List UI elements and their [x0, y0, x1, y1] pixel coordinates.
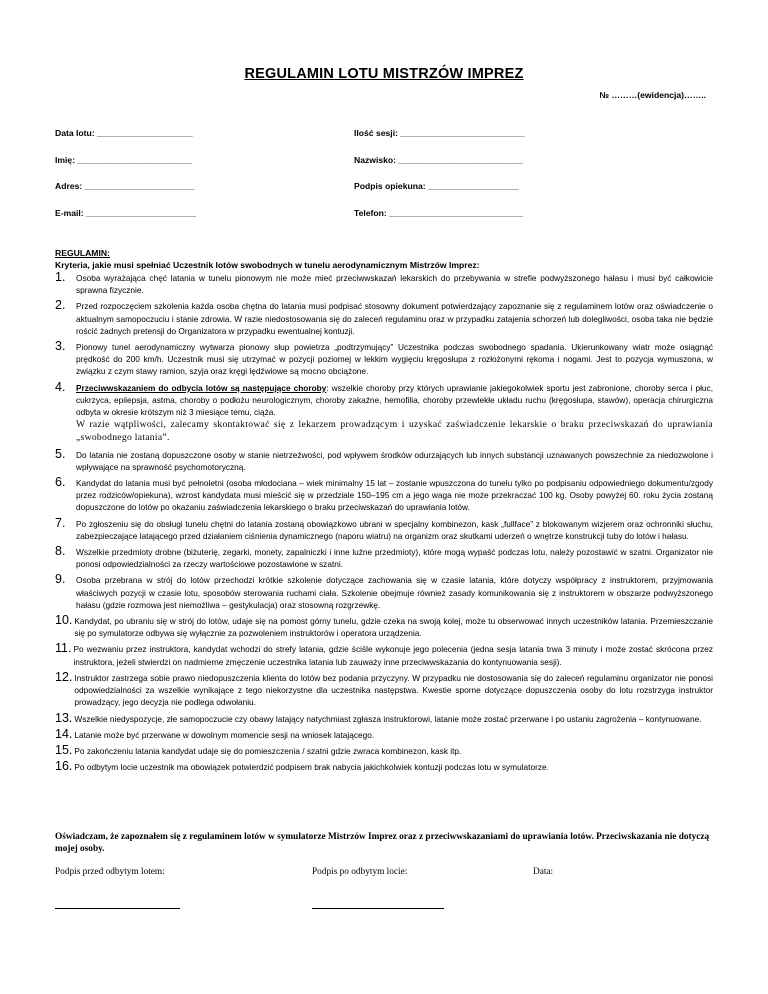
rule-text: Po wezwaniu przez instruktora, kandydat wchodzi do strefy latania, gdzie ściśle wykonuje jego polecenia (jedna sesja latania trwa 3 minuty i może zostać skrócona przez instruktora, jeżeli stwierdzi on nadmierne zmęczenie uczestnika latania lub zauważy inne przeciwwskazania do kontynuowania sesji). [73, 644, 713, 667]
rule-number: 1. [55, 270, 66, 284]
regulamin-heading-block [55, 247, 480, 271]
rule-number: 14. [55, 726, 73, 741]
field-podpis-opiekuna[interactable]: Podpis opiekuna: ___________________ [354, 181, 519, 191]
declaration: Oświadczam, że zapoznałem się z regulaminem lotów w symulatorze Mistrzów Imprez oraz z przeciwwskazaniami do uprawiania lotów. Przeciwskazania nie dotyczą mojej osoby. [55, 832, 710, 854]
field-adres[interactable]: Adres: _______________________ [55, 181, 195, 191]
signature-after-label: Podpis po odbytym locie: [312, 867, 408, 877]
rules-list [55, 271, 713, 773]
rule-7 [55, 517, 713, 542]
signature-before-line[interactable] [55, 908, 180, 909]
rule-number: 13. [55, 710, 73, 725]
rule-number: 16. [55, 759, 73, 774]
rule-number: 3. [55, 339, 66, 354]
regulamin-heading: REGULAMIN: [55, 248, 110, 258]
rule-text: Po zgłoszeniu się do obsługi tunelu chętni do latania zostaną obowiązkowo ubrani w specjalny kombinezon, kask „fullface” z blokowanym wizjerem oraz ochronniki słuchu, zabezpieczające latającego przed działaniem ciśnienia dynamicznego (naporu wiatru) na organizm oraz skutkami uderzeń o wnętrze konstrukcji tuby do lotów i hałasu. [76, 518, 713, 541]
rule-11 [55, 642, 713, 667]
rule-text: Osoba przebrana w strój do lotów przechodzi krótkie szkolenie dotyczące zachowania się w czasie latania, które dotyczy współpracy z instruktorem, przyjmowania właściwych pozycji w czasie lotu, sposobów sterowania ruchami ciała. Szkolenie obejmuje również zasady komunikowania się z instruktorem w obszarze podwyższonego hałasu (gdzie rozmowa jest niemożliwa – gestykulacja) oraz stosowną rozgrzewkę. [76, 575, 713, 610]
rule-number: 11. [55, 641, 72, 656]
rule-number: 4. [55, 379, 66, 394]
rule-text: Kandydat do latania musi być pełnoletni (osoba młodociana – wiek minimalny 15 lat – zostanie wpuszczona do tunelu tylko po podpisaniu odpowiedniego dokumentu/zgody przez rodziców/opiekuna), wzrost kandydata musi mieścić się w przedziale 150–195 cm a jego waga nie może przekraczać 100 kg. Osoby powyżej 60. roku życia zostaną dopuszczone do lotów po okazaniu zaświadczenia lekarskiego o braku przeciwskazań do uprawiania lotów. [76, 478, 713, 513]
rule-underlined-text: Przeciwwskazaniem do odbycia lotów są następujące choroby [76, 382, 327, 393]
rule-text: Wszelkie przedmioty drobne (biżuterię, zegarki, monety, zapalniczki i inne luźne przedmioty), które mogą wypaść podczas lotu, należy pozostawić w szatni. Organizator nie ponosi odpowiedzialności za rzeczy wartościowe pozostawione w szatni. [76, 547, 713, 570]
page-title: REGULAMIN LOTU MISTRZÓW IMPREZ [244, 66, 524, 82]
rule-text: Kandydat, po ubraniu się w strój do lotów, udaje się na pomost górny tunelu, gdzie czeka na swoją kolej, może tu obserwować innych uczestników latania. Przemieszczanie się po symulatorze odbywa się wyłącznie za pozwoleniem instruktorów i operatora urządzenia. [74, 616, 713, 639]
rule-5 [55, 448, 713, 473]
rule-number: 8. [55, 544, 66, 559]
rule-number: 7. [55, 515, 66, 530]
rule-text: Przed rozpoczęciem szkolenia każda osoba chętna do latania musi podpisać stosowny dokument potwierdzający zapoznanie się z regulaminem lotów oraz oświadczenie o aktualnym samopoczuciu i stanie zdrowia. W razie niedostosowania się do zaleceń regulaminu oraz w przypadku zatajenia schorzeń lub dolegliwości, osoba taka nie będzie rościć żadnych pretensji do Organizatora w przypadku ewentualnej kontuzji. [76, 301, 713, 336]
rule-number: 5. [55, 446, 66, 461]
rule-10 [55, 614, 713, 639]
field-imie[interactable]: Imię: ________________________ [55, 155, 193, 165]
rule-number: 12. [55, 669, 73, 684]
rule-8 [55, 545, 713, 570]
rule-15 [55, 744, 713, 757]
rule-6 [55, 476, 713, 514]
signature-after-line[interactable] [312, 908, 444, 909]
field-telefon[interactable]: Telefon: ____________________________ [354, 208, 523, 218]
rule-number: 10. [55, 613, 73, 628]
rule-14 [55, 728, 713, 741]
field-data-lotu[interactable]: Data lotu: ____________________ [55, 128, 193, 138]
field-email[interactable]: E-mail: _______________________ [55, 208, 196, 218]
date-label: Data: [533, 867, 554, 877]
rule-text: Pionowy tunel aerodynamiczny wytwarza pionowy słup powietrza „podtrzymujący” Uczestnika podczas swobodnego spadania. Ukierunkowany wiatr może osiągnąć prędkość do 200 km/h. Uczestnik musi się utrzymać w pozycji poziomej w lekkim wygięciu kręgosłupa z rozłożonymi rękoma i nogami. Jest to pozycja wymuszona, w związku z czym stawy ramion, szyja oraz kręgi lędźwiowe są mocno obciążone. [76, 342, 713, 377]
field-nazwisko[interactable]: Nazwisko: __________________________ [354, 155, 523, 165]
signature-before-label: Podpis przed odbytym lotem: [55, 867, 165, 877]
rule-3 [55, 340, 713, 378]
rule-text: Po odbytym locie uczestnik ma obowiązek potwierdzić podpisem brak nabycia jakichkolwiek kontuzji podczas lotu w symulatorze. [74, 762, 549, 773]
regulamin-criteria: Kryteria, jakie musi spełniać Uczestnik lotów swobodnych w tunelu aerodynamicznym Mistrzów Imprez: [55, 260, 480, 270]
rule-12 [55, 671, 713, 709]
field-ilosc-sesji[interactable]: Ilość sesji: __________________________ [354, 128, 525, 138]
rule-text: Wszelkie niedyspozycje, złe samopoczucie czy obawy latający natychmiast zgłasza instruktorowi, latanie może zostać przerwane i po ustaniu zagrożenia – kontynuowane. [74, 713, 702, 724]
rule-text: : wszelkie choroby przy których uprawianie jakiegokolwiek sportu jest zabronione, choroby serca i płuc, cukrzyca, epilepsja, astma, choroby o podłożu neurologicznym, choroby zakaźne, hemofilia, choroby przewlekłe układu ruchu (kręgosłupa, stawów), operacja chirurgiczna odbyta w okresie krótszym niż 3 miesiące temu, ciąża. [76, 382, 714, 418]
rule-number: 6. [55, 475, 66, 490]
rule-1 [55, 271, 713, 296]
rule-serif-note: W razie wątpliwości, zalecamy skontaktować się z lekarzem prowadzącym i uzyskać zaświadczenie lekarskie o braku przeciwskazań do uprawiania „swobodnego latania”. [76, 419, 713, 444]
rule-number: 9. [55, 572, 66, 587]
evidence-number: № ………(ewidencja)…….. [599, 90, 706, 100]
rule-text: Do latania nie zostaną dopuszczone osoby w stanie nietrzeźwości, pod wpływem środków odurzających lub innych substancji uznawanych powszechnie za niedozwolone i wpływające na sprawność psychomotoryczną. [76, 449, 713, 472]
rule-number: 2. [55, 298, 66, 313]
rule-text: Instruktor zastrzega sobie prawo niedopuszczenia klienta do lotów bez podania przyczyny. W przypadku nie dostosowania się do zaleceń regulaminu organizator nie ponosi odpowiedzialności za wszelkie wynikające z tego niekorzystne dla uczestnika następstwa. Kwestie sporne dotyczące dopuszczenia osoby do lotu rozstrzyga instruktor prowadzący, jego decyzja nie podlega odwołaniu. [74, 672, 713, 708]
rule-16 [55, 760, 713, 773]
rule-4 [55, 381, 713, 445]
rule-text: Po zakończeniu latania kandydat udaje się do pomieszczenia / szatni gdzie zwraca kombinezon, kask itp. [74, 745, 462, 756]
rule-2 [55, 299, 713, 337]
rule-text-block [76, 381, 713, 445]
rule-text: Osoba wyrażająca chęć latania w tunelu pionowym nie może mieć przeciwwskazań lekarskich do przebywania w strefie podwyższonego hałasu i musi być całkowicie sprawna fizycznie. [76, 273, 713, 296]
rule-13 [55, 712, 713, 725]
rule-9 [55, 573, 713, 611]
rule-number: 15. [55, 742, 73, 757]
rule-text: Latanie może być przerwane w dowolnym momencie sesji na wniosek latającego. [74, 729, 375, 740]
